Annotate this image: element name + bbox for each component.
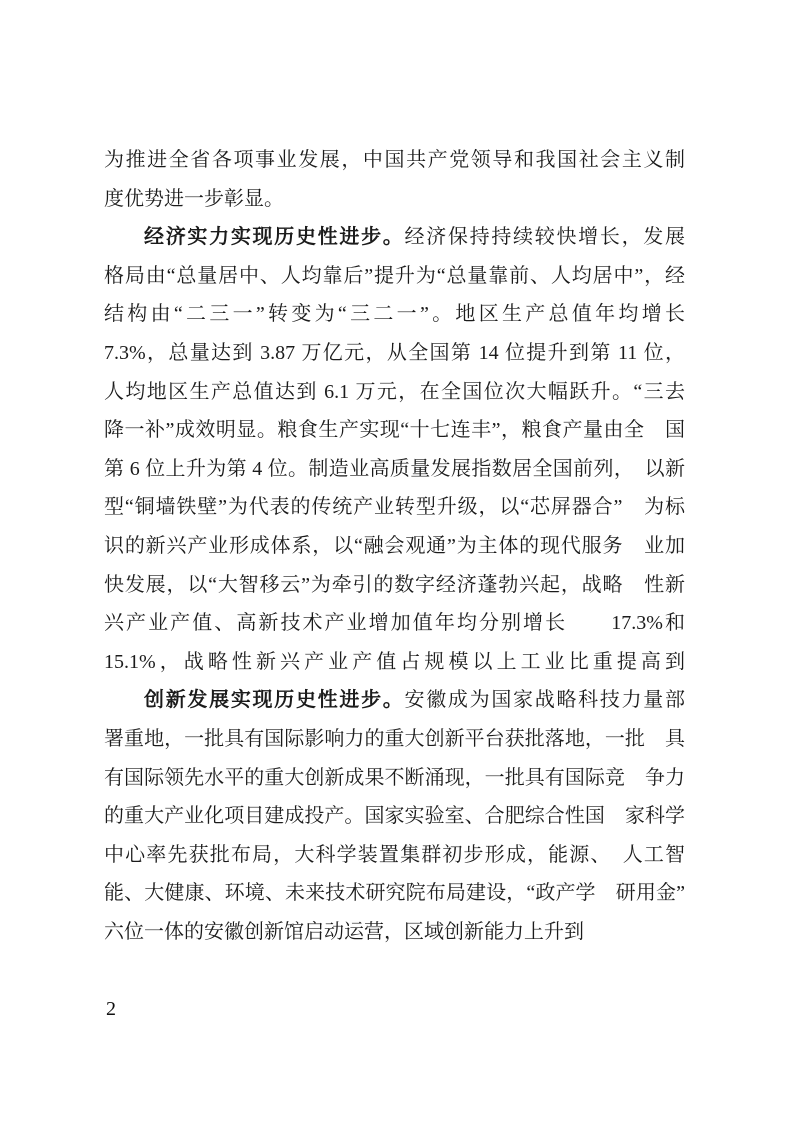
text-run: 人均地区生产总值达到 6.1 万元，在全国位次大幅跃升。“三去	[104, 380, 685, 403]
text-line	[104, 488, 685, 527]
text-run: 降一补”成效明显。粮食生产实现“十七连丰”，粮食产量由全 国	[104, 419, 685, 442]
text-line	[104, 295, 685, 334]
text-run: 快发展，以“大智移云”为牵引的数字经济蓬勃兴起，战略 性新	[104, 573, 685, 596]
text-line	[104, 218, 685, 257]
text-line	[104, 411, 685, 450]
text-run: 识的新兴产业形成体系，以“融会观通”为主体的现代服务 业加	[104, 534, 685, 557]
text-line	[104, 836, 685, 875]
text-run: 能、大健康、环境、未来技术研究院布局建设，“政产学 研用金”	[104, 882, 685, 905]
text-line	[104, 681, 685, 720]
text-run: 的重大产业化项目建成投产。国家实验室、合肥综合性国 家科学	[104, 805, 685, 828]
text-line	[104, 797, 685, 836]
text-run: 格局由“总量居中、人均靠后”提升为“总量靠前、人均居中”，经	[104, 264, 685, 287]
text-line	[104, 566, 685, 605]
text-run: 六位一体的安徽创新馆启动运营，区域创新能力上升到	[104, 920, 584, 943]
text-run: 有国际领先水平的重大创新成果不断涌现，一批具有国际竞 争力	[104, 766, 685, 789]
text-line	[104, 913, 685, 952]
text-line	[104, 874, 685, 913]
text-line	[104, 643, 685, 682]
text-run: 7.3%，总量达到 3.87 万亿元，从全国第 14 位提升到第 11 位，	[104, 341, 685, 364]
text-line	[104, 604, 685, 643]
text-line	[104, 527, 685, 566]
text-line	[104, 257, 685, 296]
body-text	[104, 141, 685, 951]
text-line	[104, 759, 685, 798]
text-run: 为推进全省各项事业发展，中国共产党领导和我国社会主义制	[104, 149, 685, 171]
text-run: 署重地，一批具有国际影响力的重大创新平台获批落地，一批 具	[104, 727, 685, 750]
text-line	[104, 373, 685, 412]
text-line	[104, 141, 685, 180]
text-run: 经济保持持续较快增长，发展	[404, 226, 685, 249]
text-run: 结构由“二三一”转变为“三二一”。地区生产总值年均增长	[104, 303, 685, 326]
text-line	[104, 180, 685, 219]
text-run: 安徽成为国家战略科技力量部	[404, 689, 685, 712]
text-line	[104, 450, 685, 489]
text-run: 第 6 位上升为第 4 位。制造业高质量发展指数居全国前列， 以新	[104, 457, 685, 480]
text-line	[104, 334, 685, 373]
text-run: 15.1%，战略性新兴产业产值占规模以上工业比重提高到	[104, 650, 685, 673]
text-run: 中心率先获批布局，大科学装置集群初步形成，能源、 人工智	[104, 843, 685, 866]
text-run: 度优势进一步彰显。	[104, 187, 284, 210]
text-run: 兴产业产值、高新技术产业增加值年均分别增长 17.3%和	[104, 612, 685, 635]
paragraph-heading: 经济实力实现历史性进步。	[144, 226, 405, 249]
text-line	[104, 720, 685, 759]
page-number: 2	[106, 998, 116, 1020]
paragraph-heading: 创新发展实现历史性进步。	[144, 689, 405, 712]
text-run: 型“铜墙铁壁”为代表的传统产业转型升级，以“芯屏器合” 为标	[104, 496, 685, 519]
